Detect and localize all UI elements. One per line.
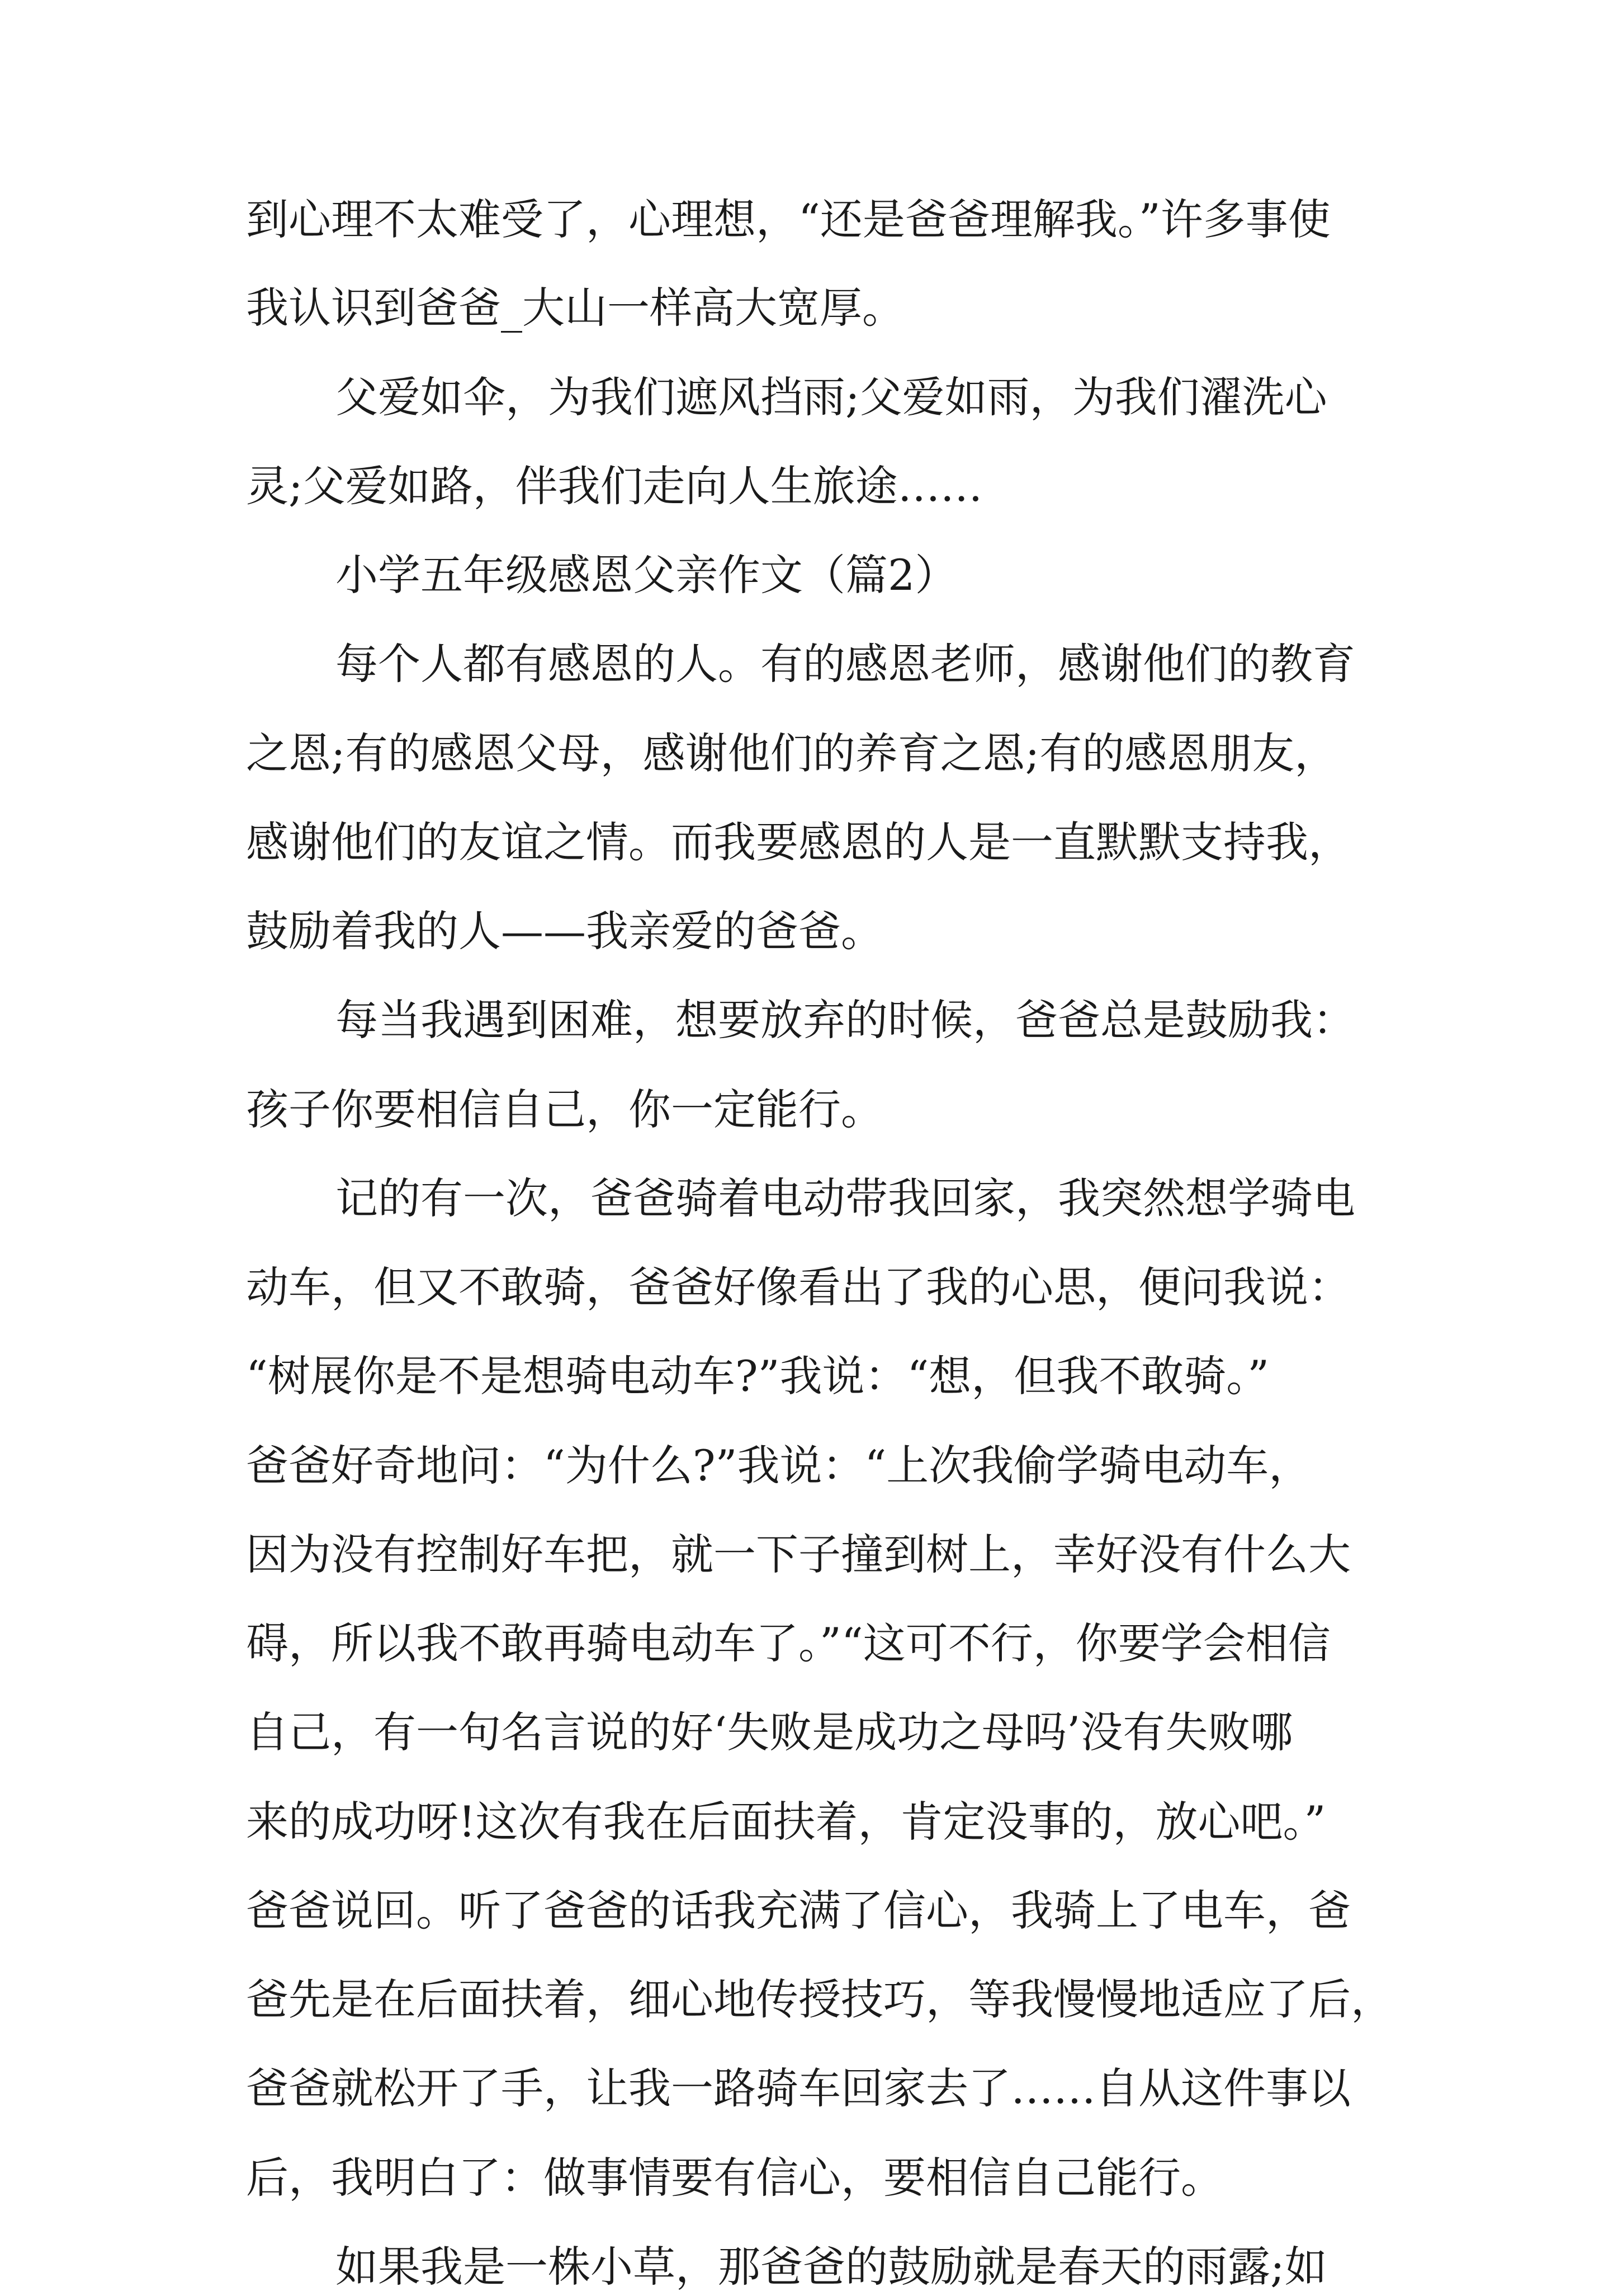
- paragraph-start: 记的有一次，爸爸骑着电动带我回家，我突然想学骑电: [335, 1173, 1355, 1223]
- text-line: 我认识到爸爸_大山一样高大宽厚。: [246, 283, 905, 333]
- text-line: 鼓励着我的人——我亲爱的爸爸。: [246, 906, 883, 956]
- text-line: 到心理不太难受了，心理想，“还是爸爸理解我。”许多事使: [246, 195, 1331, 244]
- text-line: 碍，所以我不敢再骑电动车了。”“这可不行，你要学会相信: [246, 1618, 1331, 1668]
- text-line: 爸爸说回。听了爸爸的话我充满了信心，我骑上了电车，爸: [246, 1886, 1351, 1935]
- text-line: 感谢他们的友谊之情。而我要感恩的人是一直默默支持我，: [246, 817, 1351, 867]
- text-line: 自己，有一句名言说的好‘失败是成功之母吗’没有失败哪: [246, 1707, 1293, 1757]
- text-line: 动车，但又不敢骑，爸爸好像看出了我的心思，便问我说：: [246, 1262, 1351, 1312]
- text-line: 之恩;有的感恩父母，感谢他们的养育之恩;有的感恩朋友，: [246, 728, 1337, 778]
- section-heading: 小学五年级感恩父亲作文（篇2）: [335, 550, 958, 600]
- text-line: 灵;父爱如路，伴我们走向人生旅途……: [246, 461, 983, 511]
- text-line: 后，我明白了：做事情要有信心，要相信自己能行。: [246, 2153, 1223, 2203]
- text-line: 因为没有控制好车把，就一下子撞到树上，幸好没有什么大: [246, 1530, 1351, 1579]
- text-line: 爸爸好奇地问：“为什么?”我说：“上次我偷学骑电动车，: [246, 1441, 1312, 1490]
- paragraph-start: 如果我是一株小草，那爸爸的鼓励就是春天的雨露;如: [335, 2242, 1327, 2292]
- text-line: 来的成功呀!这次有我在后面扶着，肯定没事的，放心吧。”: [246, 1797, 1326, 1847]
- text-line: “树展你是不是想骑电动车?”我说：“想，但我不敢骑。”: [246, 1351, 1270, 1401]
- text-line: 爸先是在后面扶着，细心地传授技巧，等我慢慢地适应了后，: [246, 1975, 1393, 2024]
- text-line: 孩子你要相信自己，你一定能行。: [246, 1085, 883, 1134]
- paragraph-start: 每个人都有感恩的人。有的感恩老师，感谢他们的教育: [335, 639, 1355, 689]
- text-line: 爸爸就松开了手，让我一路骑车回家去了……自从这件事以: [246, 2063, 1351, 2113]
- paragraph-start: 每当我遇到困难，想要放弃的时候，爸爸总是鼓励我：: [335, 995, 1355, 1045]
- paragraph-start: 父爱如伞，为我们遮风挡雨;父爱如雨，为我们濯洗心: [335, 372, 1327, 422]
